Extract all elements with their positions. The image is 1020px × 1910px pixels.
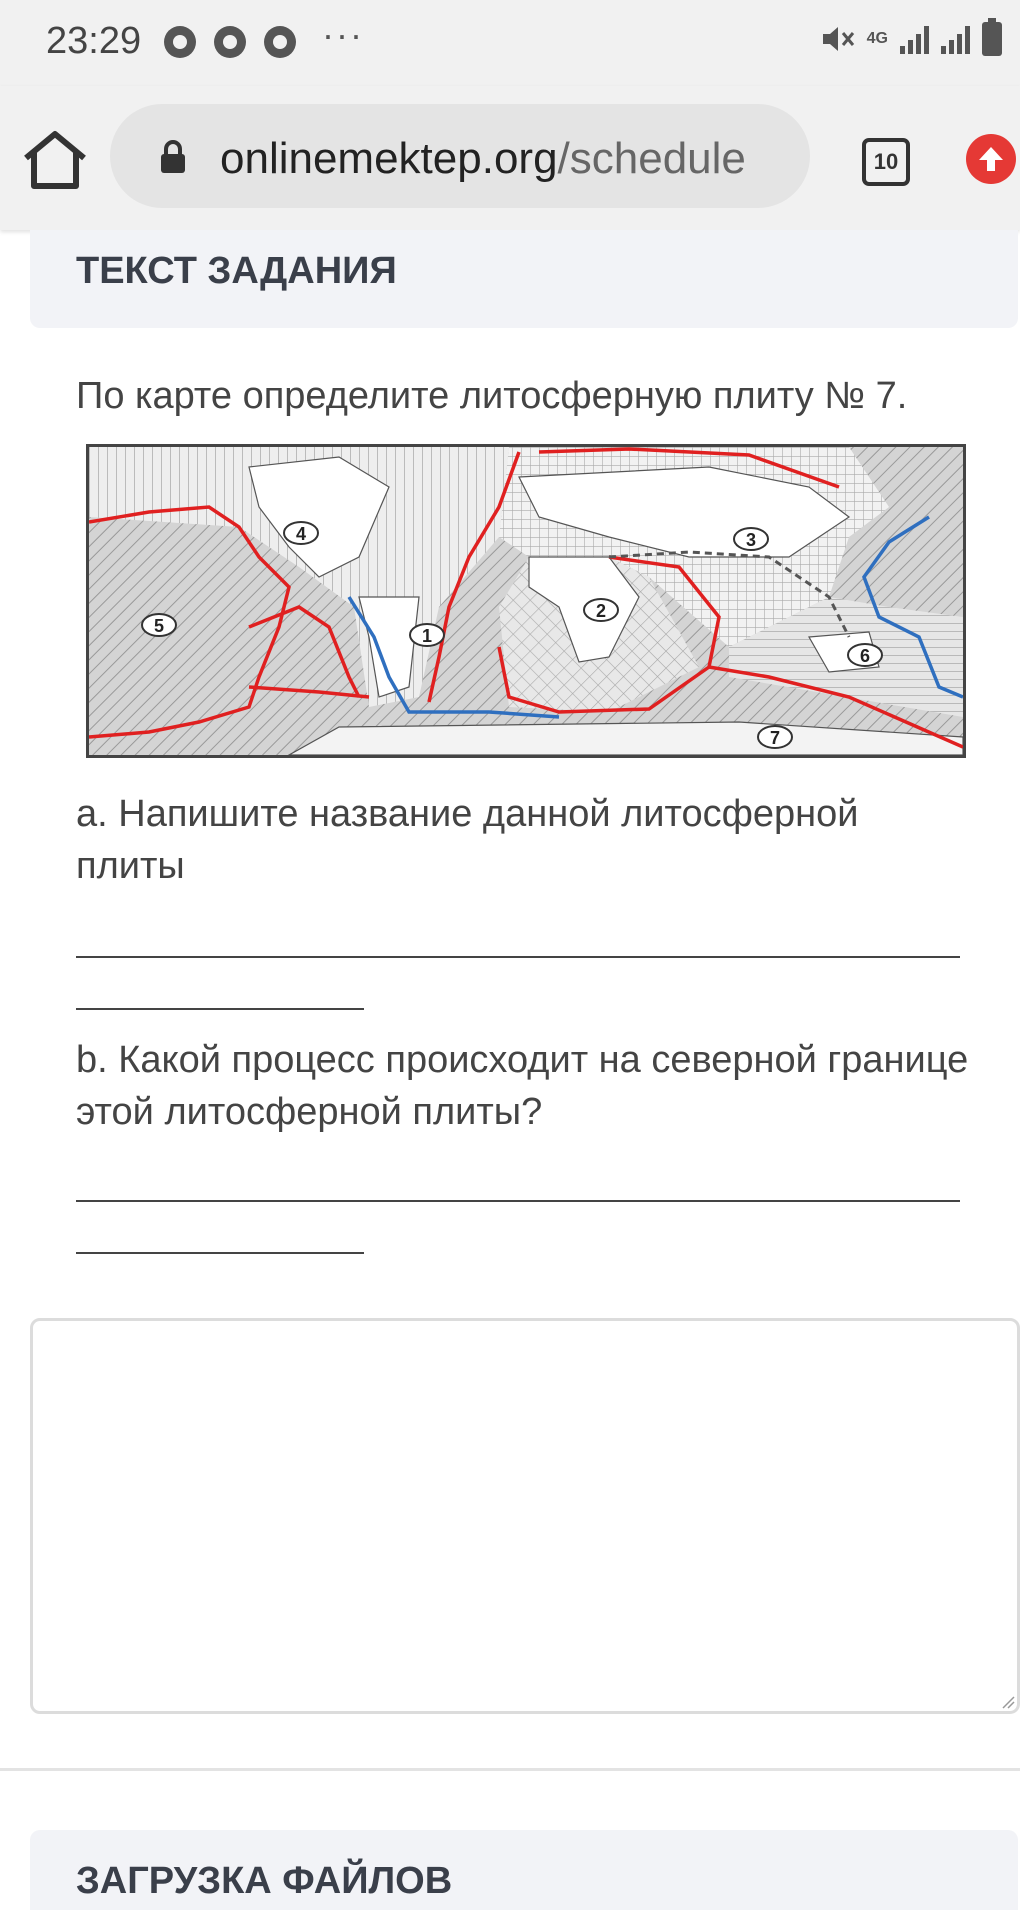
map-label (734, 528, 768, 550)
signal-icon (941, 24, 970, 54)
map-label-3: 3 (745, 530, 757, 550)
network-type-label: 4G (866, 30, 888, 47)
signal-icon (900, 24, 929, 54)
chrome-notification-icon (214, 26, 246, 58)
url-field[interactable] (110, 104, 810, 208)
task-header (30, 230, 1018, 328)
map-label-5: 5 (153, 616, 165, 636)
question-b: b. Какой процесс происходит на северной границе этой литосферной плиты? (76, 1039, 969, 1133)
chrome-notification-icon (164, 26, 196, 58)
map-label-6: 6 (859, 646, 871, 666)
status-bar (0, 0, 1020, 86)
map-label (410, 624, 444, 646)
url-path: /schedule (557, 134, 746, 183)
more-icon: ··· (322, 14, 364, 55)
url-text (220, 134, 746, 184)
tabs-icon[interactable] (862, 138, 910, 186)
battery-icon (982, 22, 1002, 56)
map-drawing (89, 447, 963, 755)
upload-header-title: ЗАГРУЗКА ФАЙЛОВ (76, 1860, 453, 1902)
tectonic-plates-map (86, 444, 966, 758)
chrome-notification-icon (264, 26, 296, 58)
map-label (142, 614, 176, 636)
map-label (284, 522, 318, 544)
tab-count: 10 (873, 149, 899, 174)
answer-line (76, 1200, 960, 1202)
map-label (848, 644, 882, 666)
status-icons (821, 22, 1002, 56)
home-icon[interactable] (20, 128, 90, 192)
task-prompt: По карте определите литосферную плиту № 7. (76, 375, 908, 417)
map-label-4: 4 (295, 524, 307, 544)
update-icon[interactable] (966, 134, 1016, 184)
task-header-title: ТЕКСТ ЗАДАНИЯ (76, 250, 397, 292)
map-label-1: 1 (421, 626, 433, 646)
mute-icon (821, 23, 855, 55)
upload-header (30, 1830, 1018, 1910)
map-label-2: 2 (595, 601, 607, 621)
question-a: a. Напишите название данной литосферной плиты (76, 793, 859, 887)
answer-line (76, 1008, 364, 1010)
answer-line (76, 1252, 364, 1254)
clock: 23:29 (46, 20, 142, 62)
section-divider (0, 1768, 1020, 1771)
map-label (584, 599, 618, 621)
lock-icon (158, 140, 188, 174)
answer-line (76, 956, 960, 958)
map-label-7: 7 (769, 728, 781, 748)
browser-toolbar (0, 86, 1020, 230)
answer-textarea[interactable] (30, 1318, 1020, 1714)
resize-handle-icon[interactable] (1001, 1695, 1015, 1709)
url-host: onlinemektep.org (220, 134, 558, 183)
map-label (758, 726, 792, 748)
